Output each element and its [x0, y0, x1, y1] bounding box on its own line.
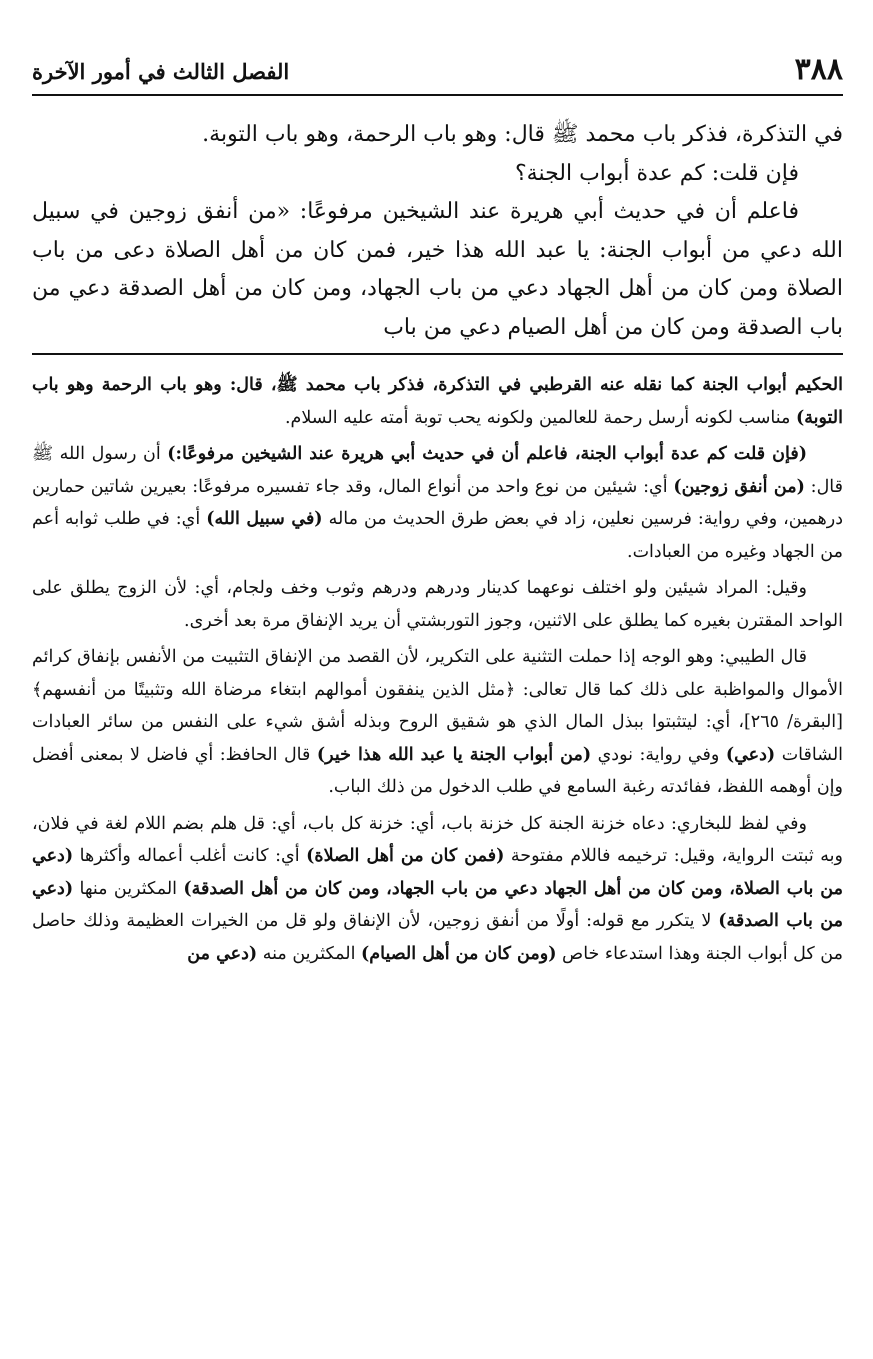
commentary-run: أي: شيئين من نوع واحد من أنواع المال، وقد جاء تفسيره مرفوعًا: بعيرين شاتين حمارين درهمين، وفي رواية: فرسين نعلين، زاد في بعض طرق الحديث من ماله [32, 476, 843, 529]
quoted-text: (دعي من باب الصلاة، ومن كان من أهل الجهاد دعي من باب الجهاد، ومن كان من أهل الصدقة) [32, 846, 843, 899]
commentary-run: وفي رواية: نودي [591, 744, 726, 765]
quoted-text: (في سبيل الله) [206, 509, 323, 529]
commentary-text [32, 369, 843, 970]
commentary-run: المكثرين منه [257, 943, 362, 964]
quoted-text: (دعي من [187, 943, 258, 964]
book-page [32, 50, 843, 974]
page-number: ٣٨٨ [794, 52, 843, 87]
commentary-run: وفي لفظ للبخاري: دعاه خزنة الجنة كل خزنة باب، أي: خزنة كل باب، أي: قل هلم بضم اللام لغة في فلان، وبه ثبتت الرواية، وقيل: ترخيمه فاللام مفتوحة [32, 813, 843, 866]
commentary-divider [32, 353, 843, 355]
quoted-text: (ومن كان من أهل الصيام) [361, 943, 557, 964]
commentary-run: المكثرين منها [73, 878, 184, 899]
quoted-text: (فإن قلت كم عدة أبواب الجنة، فاعلم أن في حديث أبي هريرة عند الشيخين مرفوعًا:) [167, 444, 807, 464]
commentary-run: أن رسول الله ﷺ قال: [32, 444, 843, 497]
quoted-text: الحكيم أبواب الجنة كما نقله عنه القرطبي في التذكرة، فذكر باب محمد ﷺ، قال: وهو باب الرحمة وهو باب التوبة) [32, 375, 843, 428]
page-header [32, 50, 843, 98]
commentary-paragraph [32, 369, 843, 434]
commentary-run: أي: في طلب ثوابه أعم من الجهاد وغيره من العبادات. [32, 509, 843, 562]
commentary-run: مناسب لكونه أرسل رحمة للعالمين ولكونه يحب توبة أمته عليه السلام. [284, 407, 796, 428]
commentary-run: قال الحافظ: أي فاضل لا بمعنى أفضل وإن أوهمه اللفظ، ففائدته رغبة السامع في طلب الدخول من ذلك الباب. [32, 744, 843, 797]
commentary-paragraph [32, 572, 843, 637]
quoted-text: (من أبواب الجنة يا عبد الله هذا خير) [316, 744, 592, 765]
commentary-run: أي: كانت أغلب أعماله وأكثرها [73, 846, 307, 866]
quoted-text: (دعي) [725, 744, 776, 765]
chapter-title: الفصل الثالث في أمور الآخرة [32, 59, 290, 84]
commentary-paragraph [32, 438, 843, 568]
commentary-paragraph [32, 808, 843, 971]
quoted-text: (فمن كان من أهل الصلاة) [306, 846, 505, 866]
commentary-run: وقيل: المراد شيئين ولو اختلف نوعهما كدينار ودرهم ودرهم وثوب وخف ولجام، أي: لأن الزوج يطلق على الواحد المقترن بغيره كما يطلق على الاثنين، وجوز التوربشتي أن يريد الإنفاق مرة بعد أخرى. [32, 578, 843, 631]
commentary-paragraph [32, 641, 843, 804]
header-rule [32, 94, 843, 96]
main-text-paragraph: في التذكرة، فذكر باب محمد ﷺ قال: وهو باب الرحمة، وهو باب التوبة. [202, 122, 843, 147]
quoted-text: (دعي من باب الصدقة) [32, 878, 843, 931]
main-text-paragraph: فإن قلت: كم عدة أبواب الجنة؟ [514, 160, 799, 186]
main-text [32, 116, 843, 347]
quoted-text: (من أنفق زوجين) [673, 476, 805, 497]
main-text-paragraph: فاعلم أن في حديث أبي هريرة عند الشيخين مرفوعًا: «من أنفق زوجين في سبيل الله دعي من أبواب الجنة: يا عبد الله هذا خير، فمن كان من أهل الصلاة دعى من باب الصلاة ومن كان من أهل الجهاد دعي من باب الجهاد، ومن كان من أهل الصدقة دعي من باب الصدقة ومن كان من أهل الصيام دعي من باب [32, 199, 843, 340]
commentary-run: قال الطيبي: وهو الوجه إذا حملت التثنية على التكرير، لأن القصد من الإنفاق التثبيت من الأنفس بإنفاق كرائم الأموال والمواظبة على ذلك كما قال تعالى: ﴿مثل الذين ينفقون أموالهم ابتغاء مرضاة الله وتثبيتًا من أنفسهم﴾ [البقرة/ ٢٦٥]، أي: ليتثبتوا ببذل المال الذي هو شقيق الروح وبذله أشق شيء على النفس من سائر العبادات الشاقات [32, 647, 844, 765]
commentary-run: لا يتكرر مع قوله: أولًا من أنفق زوجين، لأن الإنفاق ولو قل من الخيرات العظيمة وذلك حاصل من كل أبواب الجنة وهذا استدعاء خاص [32, 911, 843, 964]
